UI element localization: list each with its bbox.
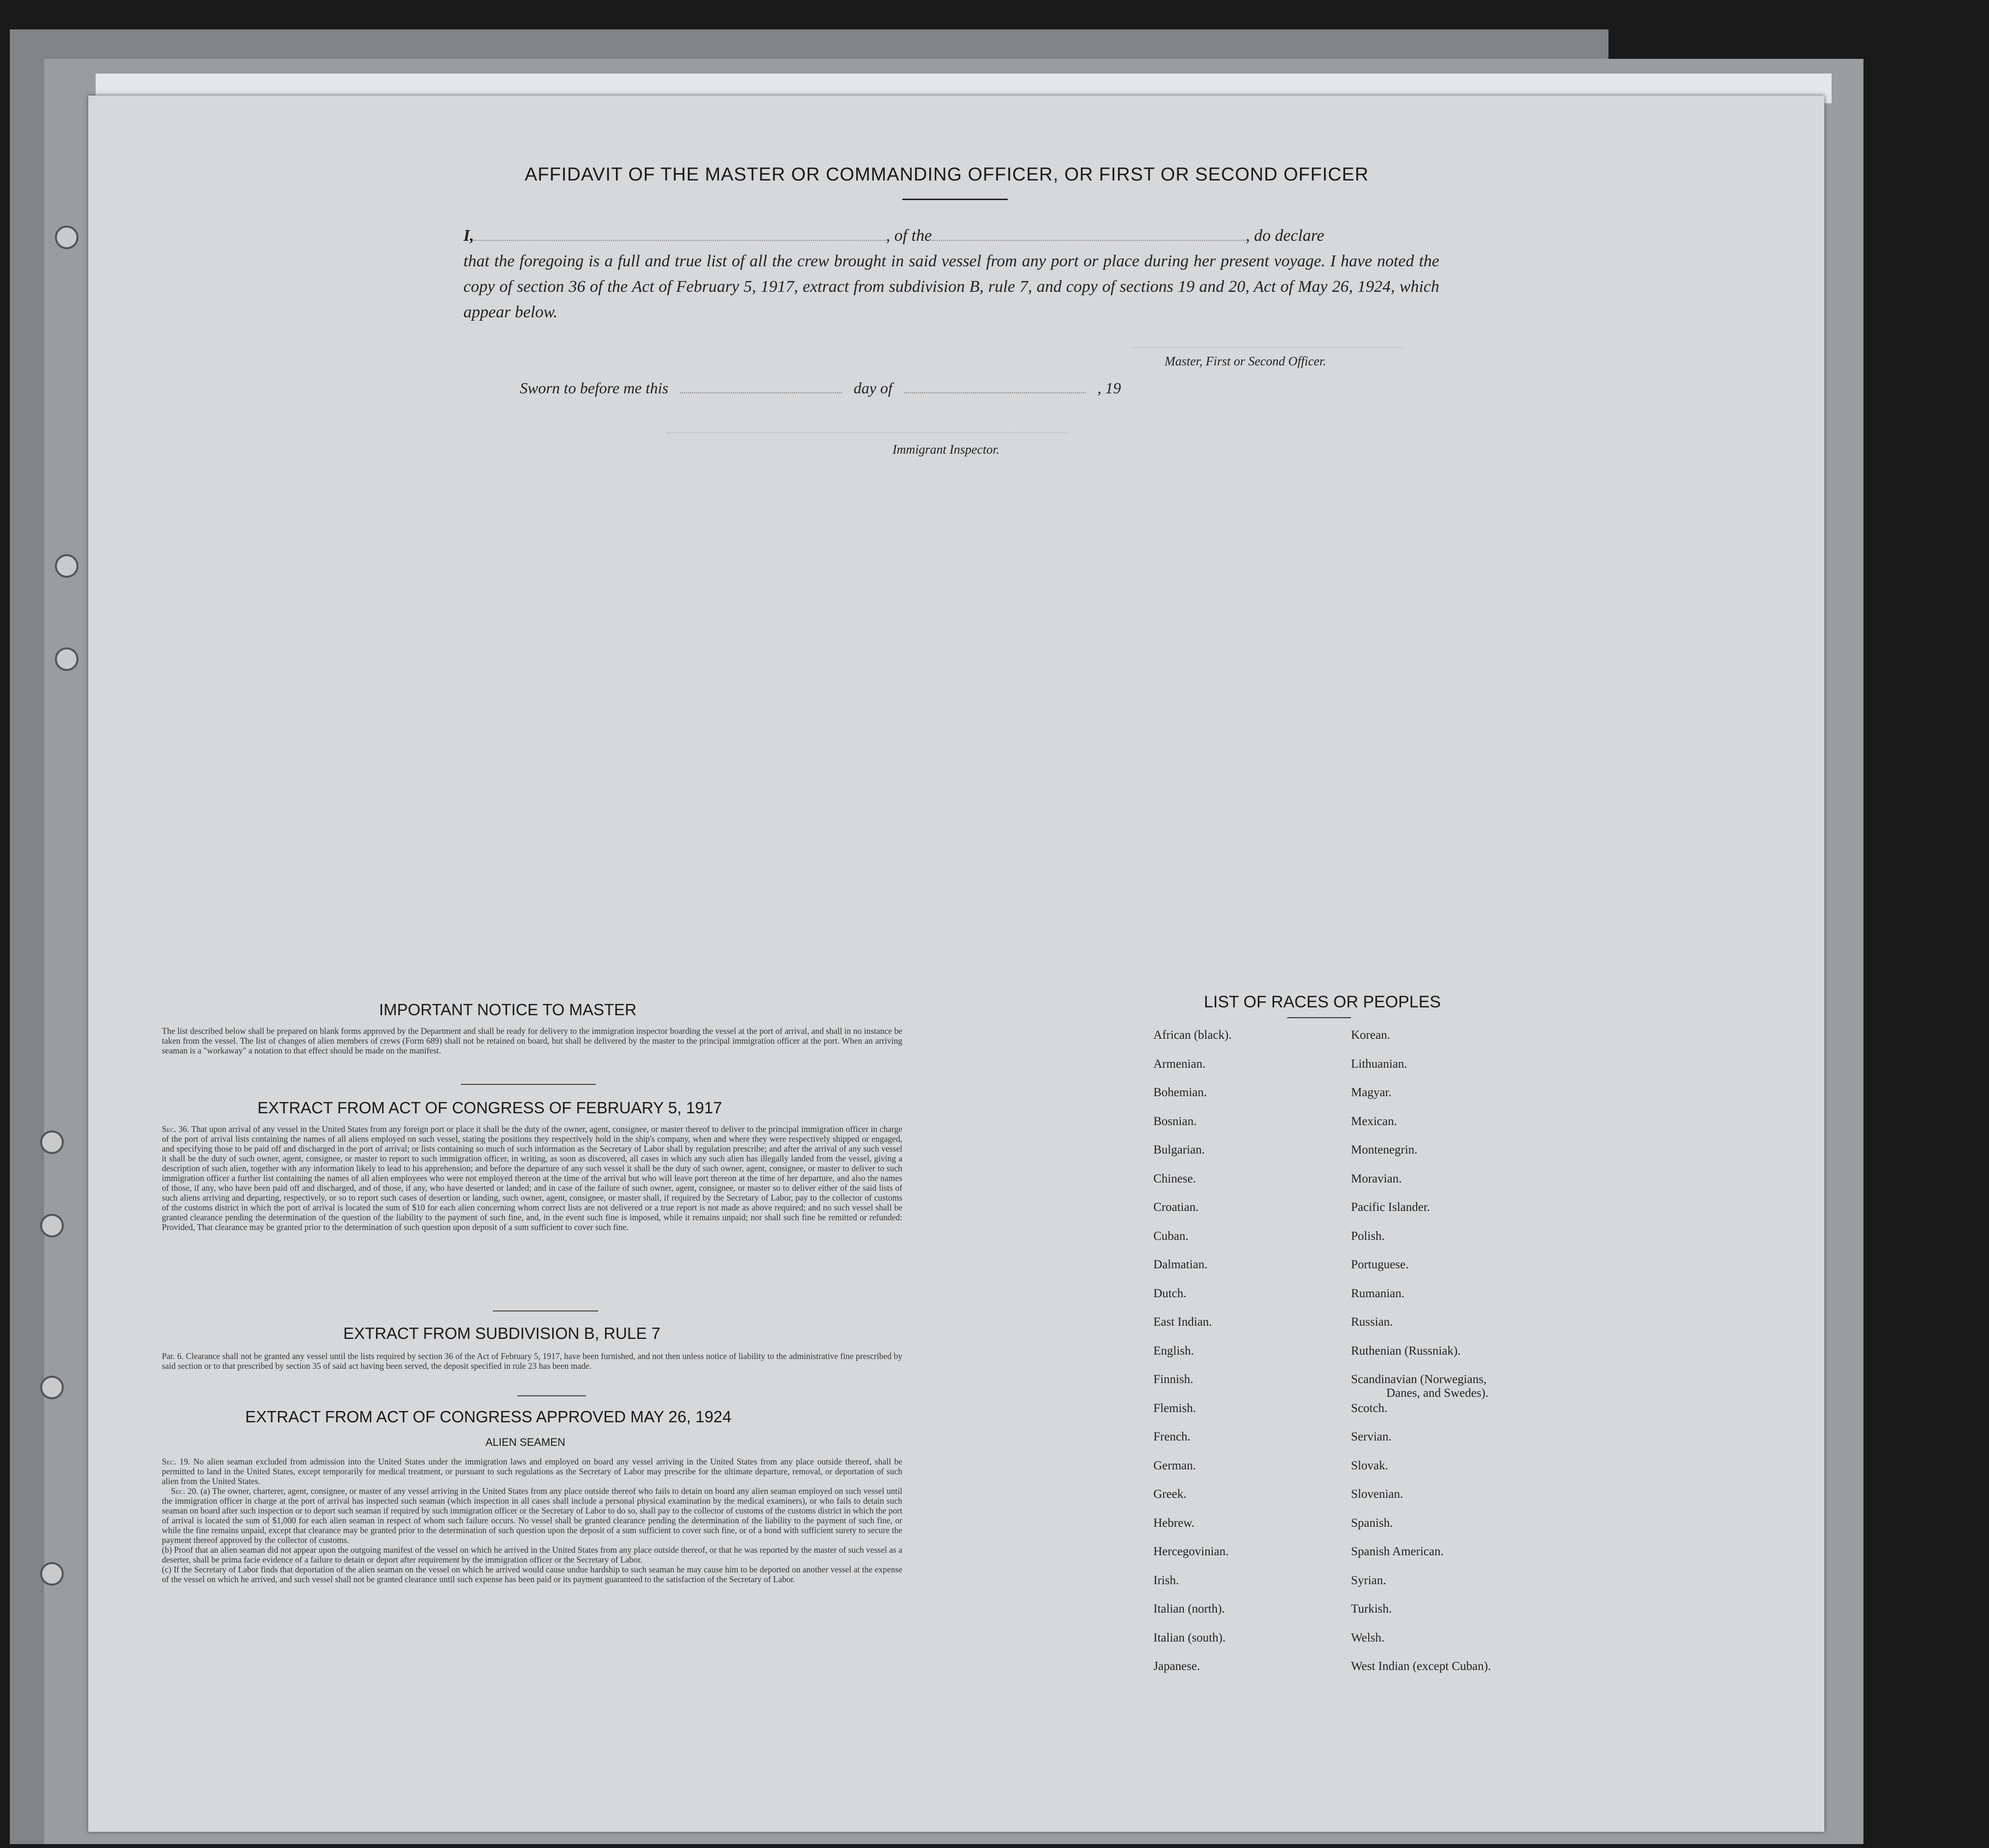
race-left-item: English.: [1153, 1344, 1194, 1358]
race-left-item: Hebrew.: [1153, 1516, 1195, 1530]
affidavit-body: that the foregoing is a full and true list of all the crew brought in said vessel from any port or place during her present voyage. I have noted the copy of section 36 of the Act of February 5, 1917, extract from subdivision B, rule 7, and copy of sections 19 and 20, Act of May 26, 1924, which appear below.: [463, 252, 1439, 321]
month-blank: [904, 378, 1086, 393]
sworn-text: Sworn to before me this: [520, 379, 668, 397]
races-left-column: [1153, 1028, 1232, 1689]
race-right-item: Slovak.: [1351, 1459, 1388, 1472]
race-left-item: German.: [1153, 1459, 1196, 1472]
races-underline: [1287, 1017, 1351, 1018]
binder-hole: [40, 1130, 64, 1154]
sworn-line: [520, 378, 1129, 397]
section-divider: [461, 1084, 596, 1085]
race-right-item: Mexican.: [1351, 1114, 1397, 1128]
race-left-item: Chinese.: [1153, 1172, 1196, 1185]
race-left-item: Finnish.: [1153, 1373, 1194, 1386]
race-right-item: Spanish American.: [1351, 1545, 1444, 1558]
sec-20a-body: (a) The owner, charterer, agent, consignee, or master of any vessel arriving in the United States from any place outside thereof who fails to detain on board any alien seaman employed on such vessel until the immigration officer in charge at the port of arrival has inspected such seaman (which inspection in all cases shall include a personal physical examination by the medical examiners), or who fails to detain such seaman on board after such inspection or to deport such seaman if required by such immigration officer or the Secretary of Labor to do so, shall pay to the collector of customs of the customs district in which the port of arrival is located the sum of $1,000 for each alien seaman in respect of whom such failure occurs. No vessel shall be granted clearance pending the determination of the liability to the payment of such fine, or while the fine remains unpaid, except that clearance may be granted prior to the determination of such question upon the deposit of a sum sufficient to cover such fine, or of a bond with sufficient surety to secure the payment thereof approved by the collector of customs.: [162, 1486, 903, 1545]
race-left-item: East Indian.: [1153, 1315, 1212, 1329]
race-right-item: Danes, and Swedes).: [1386, 1386, 1489, 1400]
sec-20-label: Sec. 20.: [171, 1486, 199, 1496]
race-right-item: Welsh.: [1351, 1631, 1385, 1644]
notice-heading: IMPORTANT NOTICE TO MASTER: [379, 1001, 637, 1019]
affidavit-declare: , do declare: [1246, 227, 1325, 245]
name-blank: [474, 225, 886, 241]
sec-19-body: No alien seaman excluded from admission into the United States under the immigration laws and employed on board any vessel arriving in the United States from any place outside thereof, shall be permitted to land in the United States, except temporarily for medical treatment, or pursuant to such regulations as the Secretary of Labor may prescribe for the ultimate departure, removal, or deportation of such alien from the United States.: [162, 1457, 903, 1486]
race-right-item: Slovenian.: [1351, 1488, 1403, 1501]
extract-1924-heading: EXTRACT FROM ACT OF CONGRESS APPROVED MAY 26, 1924: [245, 1408, 732, 1426]
vessel-blank: [932, 225, 1246, 241]
race-left-item: Hercegovinian.: [1153, 1545, 1229, 1558]
race-right-item: Pacific Islander.: [1351, 1201, 1430, 1214]
title-underline: [902, 199, 1008, 200]
binder-hole: [40, 1214, 64, 1237]
race-left-item: Croatian.: [1153, 1201, 1199, 1214]
race-left-item: Dalmatian.: [1153, 1258, 1208, 1271]
race-left-item: Japanese.: [1153, 1660, 1200, 1673]
race-right-item: Servian.: [1351, 1430, 1392, 1443]
inspector-label: Immigrant Inspector.: [892, 442, 1000, 457]
race-right-item: Scotch.: [1351, 1401, 1388, 1415]
binder-hole: [55, 647, 78, 671]
race-right-item: Syrian.: [1351, 1573, 1386, 1587]
binder-hole: [55, 226, 78, 249]
race-right-item: Lithuanian.: [1351, 1057, 1407, 1071]
rule7-heading: EXTRACT FROM SUBDIVISION B, RULE 7: [343, 1324, 661, 1342]
sec-19-label: Sec. 19.: [162, 1457, 190, 1466]
extract-1917-heading: EXTRACT FROM ACT OF CONGRESS OF FEBRUARY 5, 1917: [257, 1099, 722, 1117]
binder-hole: [55, 554, 78, 578]
race-right-item: Russian.: [1351, 1315, 1393, 1329]
sec-20a: [162, 1486, 902, 1545]
affidavit-i: I,: [463, 227, 474, 245]
race-left-item: Flemish.: [1153, 1401, 1196, 1415]
race-right-item: Portuguese.: [1351, 1258, 1409, 1271]
race-left-item: French.: [1153, 1430, 1191, 1443]
race-left-item: African (black).: [1153, 1028, 1232, 1042]
affidavit-text: [463, 223, 1439, 325]
race-right-item: Spanish.: [1351, 1516, 1393, 1530]
binder-hole: [40, 1376, 64, 1399]
binder-hole: [40, 1562, 64, 1586]
sec-36-body: That upon arrival of any vessel in the United States from any foreign port or place it shall be the duty of the owner, agent, consignee, or master thereof to deliver to the principal immigration officer in charge of the port of arrival lists containing the names of all aliens employed on such vessel, stating the positions they respectively hold in the ship's company, when and where they were respectively shipped or engaged, and specifying those to be paid off and discharged in the port of arrival; or lists containing so much of such information as the Secretary of Labor shall by regulation prescribe; and after the arrival of any such vessel it shall be the duty of such owner, agent, consignee, or master to report to such immigration officer, in writing, as soon as discovered, all cases in which any such alien has illegally landed from the vessel, giving a description of such alien, together with any information likely to lead to his apprehension; and before the departure of any such vessel it shall be the duty of such owner, agent, consignee, or master to deliver to such immigration officer a further list containing the names of all alien employees who were not employed thereon at the time of the arrival but who will leave port thereon at the time of her departure, and also the names of those, if any, who have been paid off and discharged, and of those, if any, who have deserted or landed; and in case of the failure of such owner, agent, consignee, or master so to deliver either of the said lists of such aliens arriving and departing, respectively, or so to report such cases of desertion or landing, such owner, agent, consignee, or master shall, if required by the Secretary of Labor, pay to the collector of customs of the customs district in which the port of arrival is located the sum of $10 for each alien concerning whom correct lists are not delivered or a true report is not made as above required; and no such vessel shall be granted clearance pending the determination of the question of the liability to the payment of such fine, and, in the event such fine is imposed, while it remains unpaid; nor shall such fine be remitted or refunded: Provided, That clearance may be granted prior to the determination of such question upon deposit of a sum sufficient to cover such fine.: [162, 1124, 902, 1232]
sec-19: [162, 1457, 902, 1486]
race-left-item: Italian (south).: [1153, 1631, 1226, 1644]
section-divider: [517, 1395, 586, 1396]
signature-label: Master, First or Second Officer.: [1165, 354, 1326, 368]
day-blank: [680, 378, 842, 393]
rule7-text: Par. 6. Clearance shall not be granted any vessel until the lists required by section 36 of the Act of February 5, 1917, have been furnished, and not then unless notice of liability to the administrative fine prescribed by said section or to that prescribed by section 35 of said act having been served, the deposit specified in rule 23 has been made.: [162, 1351, 902, 1371]
section-divider: [493, 1310, 598, 1311]
signature-line: [1133, 347, 1402, 348]
affidavit-title: AFFIDAVIT OF THE MASTER OR COMMANDING OFFICER, OR FIRST OR SECOND OFFICER: [525, 164, 1369, 185]
race-right-item: Rumanian.: [1351, 1286, 1405, 1300]
day-of-text: day of: [853, 379, 892, 397]
notice-text: The list described below shall be prepared on blank forms approved by the Department and shall be ready for delivery to the immigration inspector boarding the vessel at the port of arrival, and shall in no instance be taken from the vessel. The list of changes of alien members of crews (Form 689) shall not be retained on board, but shall be delivered by the master to the principal immigration officer at the port. When an arriving seaman is a "workaway" a notation to that effect should be made on the manifest.: [162, 1026, 902, 1055]
race-right-item: Korean.: [1351, 1028, 1390, 1042]
race-right-item: Turkish.: [1351, 1602, 1392, 1616]
race-left-item: Bulgarian.: [1153, 1143, 1205, 1156]
race-left-item: Italian (north).: [1153, 1602, 1225, 1616]
race-left-item: Irish.: [1153, 1573, 1179, 1587]
races-right-column: [1351, 1028, 1491, 1689]
race-right-item: West Indian (except Cuban).: [1351, 1660, 1491, 1673]
extract-1924-text: [162, 1457, 902, 1584]
race-right-item: Montenegrin.: [1351, 1143, 1418, 1156]
race-left-item: Cuban.: [1153, 1229, 1189, 1243]
race-left-item: Bosnian.: [1153, 1114, 1197, 1128]
race-right-item: Moravian.: [1351, 1172, 1402, 1185]
sec-36-label: Sec. 36.: [162, 1124, 189, 1134]
race-left-item: Armenian.: [1153, 1057, 1206, 1071]
alien-seamen-subheading: ALIEN SEAMEN: [485, 1436, 565, 1448]
extract-1917-text: [162, 1124, 902, 1232]
race-left-item: Bohemian.: [1153, 1086, 1207, 1099]
races-heading: LIST OF RACES OR PEOPLES: [1204, 993, 1441, 1011]
sec-20c: (c) If the Secretary of Labor finds that deportation of the alien seaman on the vessel on which he arrived would cause undue hardship to such seaman he may cause him to be deported on another vessel at the expense of the vessel on which he arrived, and such vessel shall not be granted clearance until such expense has been paid or its payment guaranteed to the satisfaction of the Secretary of Labor.: [162, 1565, 902, 1584]
race-right-item: Ruthenian (Russniak).: [1351, 1344, 1461, 1358]
race-right-item: Scandinavian (Norwegians,: [1351, 1373, 1487, 1386]
sec-20b: (b) Proof that an alien seaman did not appear upon the outgoing manifest of the vessel on which he arrived in the United States from any place outside thereof, or that he was reported by the master of such vessel as a deserter, shall be prima facie evidence of a failure to detain or deport after requirement by the immigration officer or the Secretary of Labor.: [162, 1545, 902, 1565]
race-right-item: Magyar.: [1351, 1086, 1392, 1099]
race-left-item: Greek.: [1153, 1488, 1187, 1501]
year-text: , 19: [1097, 379, 1121, 397]
race-left-item: Dutch.: [1153, 1286, 1187, 1300]
race-right-item: Polish.: [1351, 1229, 1385, 1243]
affidavit-of-the: , of the: [886, 227, 932, 245]
